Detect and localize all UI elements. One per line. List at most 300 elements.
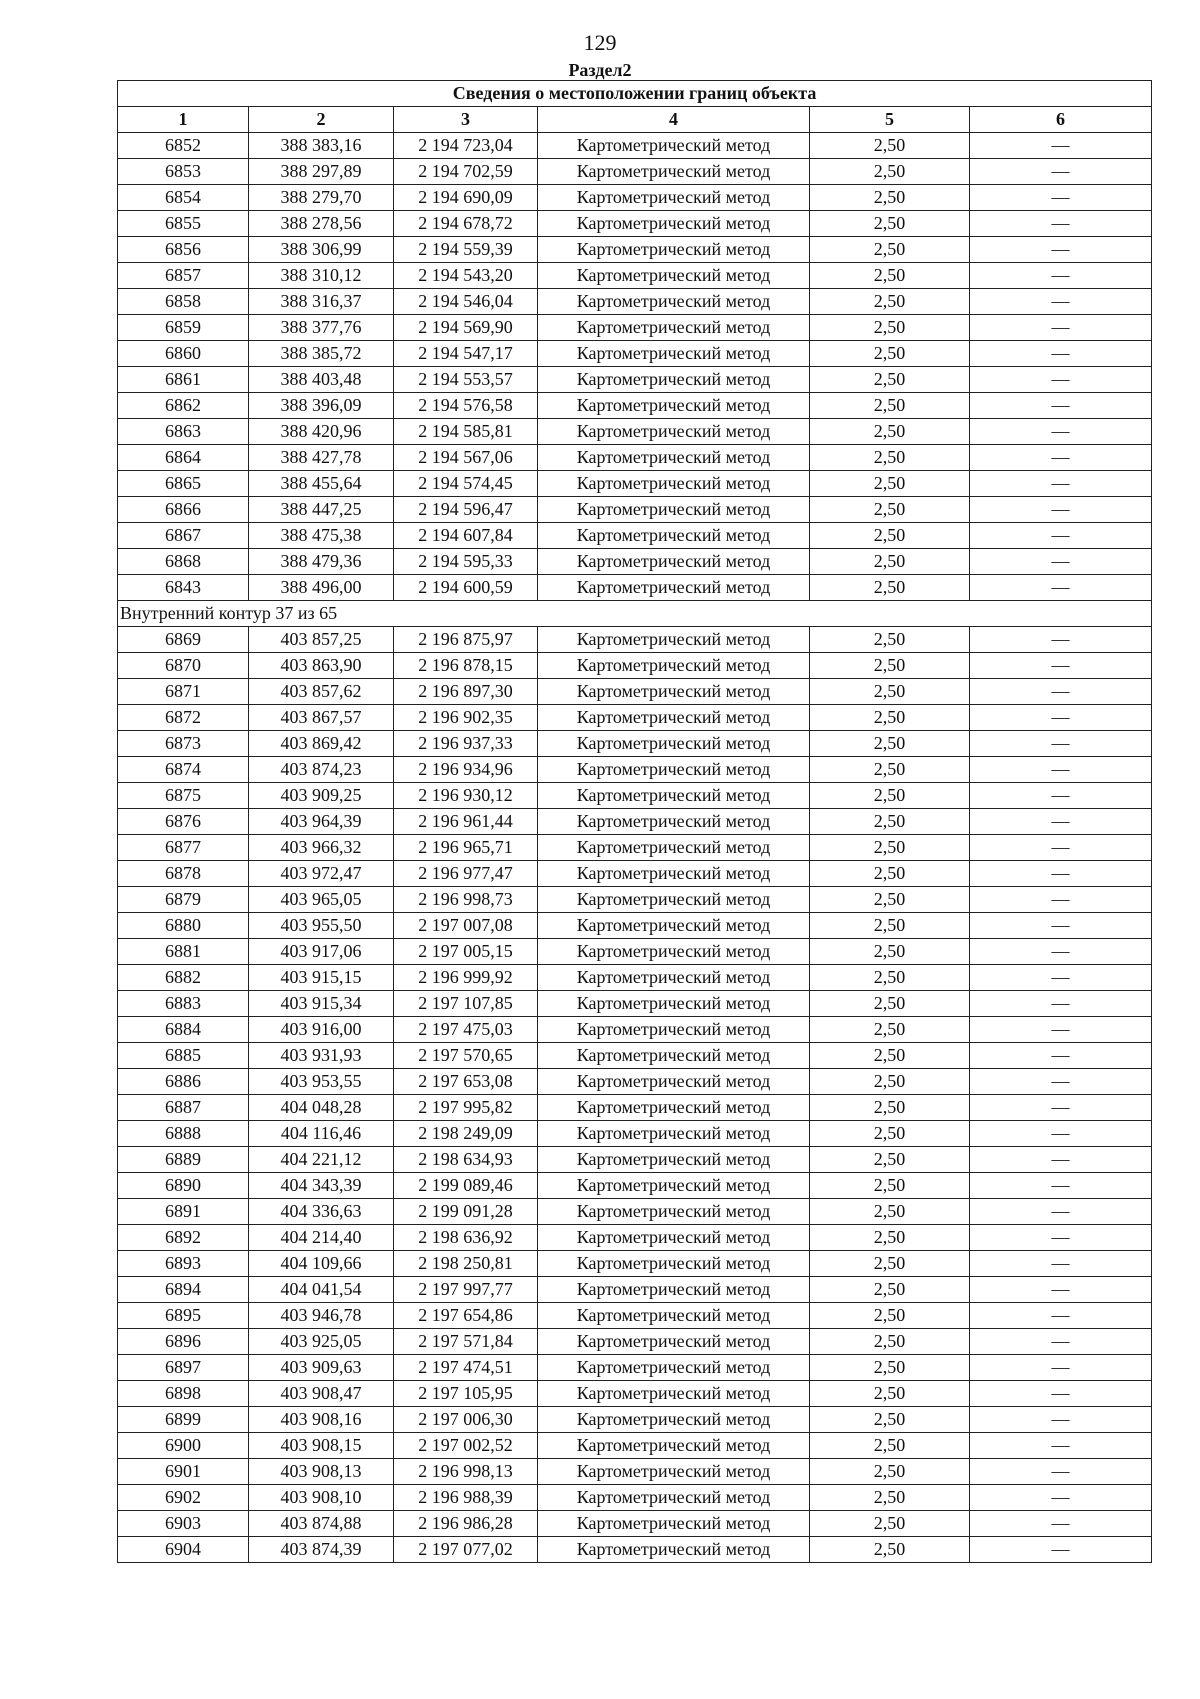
page-number: 129 xyxy=(583,30,617,55)
table-row xyxy=(118,809,1152,835)
boundary-table xyxy=(117,80,1152,1563)
table-body xyxy=(118,133,1152,1563)
y-coordinate-cell: 2 196 875,97 xyxy=(394,627,538,653)
x-coordinate-cell: 404 041,54 xyxy=(249,1277,394,1303)
description-cell: — xyxy=(970,783,1152,809)
accuracy-cell: 2,50 xyxy=(810,445,970,471)
y-coordinate-cell: 2 194 595,33 xyxy=(394,549,538,575)
x-coordinate-cell: 403 964,39 xyxy=(249,809,394,835)
x-coordinate-cell: 403 908,16 xyxy=(249,1407,394,1433)
x-coordinate-cell: 388 377,76 xyxy=(249,315,394,341)
method-cell: Картометрический метод xyxy=(538,731,810,757)
y-coordinate-cell: 2 197 105,95 xyxy=(394,1381,538,1407)
point-number-cell: 6886 xyxy=(118,1069,249,1095)
y-coordinate-cell: 2 194 678,72 xyxy=(394,211,538,237)
accuracy-cell: 2,50 xyxy=(810,627,970,653)
x-coordinate-cell: 404 116,46 xyxy=(249,1121,394,1147)
description-cell: — xyxy=(970,133,1152,159)
y-coordinate-cell: 2 196 878,15 xyxy=(394,653,538,679)
y-coordinate-cell: 2 197 475,03 xyxy=(394,1017,538,1043)
point-number-cell: 6884 xyxy=(118,1017,249,1043)
x-coordinate-cell: 403 908,15 xyxy=(249,1433,394,1459)
point-number-cell: 6843 xyxy=(118,575,249,601)
accuracy-cell: 2,50 xyxy=(810,289,970,315)
table-row xyxy=(118,653,1152,679)
description-cell: — xyxy=(970,1069,1152,1095)
method-cell: Картометрический метод xyxy=(538,211,810,237)
x-coordinate-cell: 388 310,12 xyxy=(249,263,394,289)
description-cell: — xyxy=(970,549,1152,575)
accuracy-cell: 2,50 xyxy=(810,783,970,809)
accuracy-cell: 2,50 xyxy=(810,133,970,159)
y-coordinate-cell: 2 197 654,86 xyxy=(394,1303,538,1329)
point-number-cell: 6876 xyxy=(118,809,249,835)
point-number-cell: 6894 xyxy=(118,1277,249,1303)
description-cell: — xyxy=(970,809,1152,835)
method-cell: Картометрический метод xyxy=(538,471,810,497)
column-header-4: 4 xyxy=(538,107,810,133)
table-row xyxy=(118,445,1152,471)
table-row xyxy=(118,1355,1152,1381)
x-coordinate-cell: 388 306,99 xyxy=(249,237,394,263)
description-cell: — xyxy=(970,1121,1152,1147)
x-coordinate-cell: 403 909,63 xyxy=(249,1355,394,1381)
point-number-cell: 6861 xyxy=(118,367,249,393)
x-coordinate-cell: 403 946,78 xyxy=(249,1303,394,1329)
table-row xyxy=(118,263,1152,289)
description-cell: — xyxy=(970,1459,1152,1485)
x-coordinate-cell: 403 857,62 xyxy=(249,679,394,705)
y-coordinate-cell: 2 196 937,33 xyxy=(394,731,538,757)
y-coordinate-cell: 2 194 702,59 xyxy=(394,159,538,185)
point-number-cell: 6888 xyxy=(118,1121,249,1147)
method-cell: Картометрический метод xyxy=(538,575,810,601)
method-cell: Картометрический метод xyxy=(538,1069,810,1095)
method-cell: Картометрический метод xyxy=(538,1407,810,1433)
x-coordinate-cell: 388 475,38 xyxy=(249,523,394,549)
y-coordinate-cell: 2 194 543,20 xyxy=(394,263,538,289)
description-cell: — xyxy=(970,627,1152,653)
table-row xyxy=(118,1199,1152,1225)
description-cell: — xyxy=(970,393,1152,419)
accuracy-cell: 2,50 xyxy=(810,1511,970,1537)
method-cell: Картометрический метод xyxy=(538,861,810,887)
x-coordinate-cell: 404 048,28 xyxy=(249,1095,394,1121)
point-number-cell: 6882 xyxy=(118,965,249,991)
x-coordinate-cell: 388 385,72 xyxy=(249,341,394,367)
column-header-row xyxy=(118,107,1152,133)
table-row xyxy=(118,1277,1152,1303)
method-cell: Картометрический метод xyxy=(538,965,810,991)
accuracy-cell: 2,50 xyxy=(810,263,970,289)
y-coordinate-cell: 2 198 634,93 xyxy=(394,1147,538,1173)
method-cell: Картометрический метод xyxy=(538,705,810,731)
point-number-cell: 6893 xyxy=(118,1251,249,1277)
table-row xyxy=(118,393,1152,419)
accuracy-cell: 2,50 xyxy=(810,1459,970,1485)
point-number-cell: 6903 xyxy=(118,1511,249,1537)
x-coordinate-cell: 388 278,56 xyxy=(249,211,394,237)
table-row xyxy=(118,497,1152,523)
x-coordinate-cell: 404 109,66 xyxy=(249,1251,394,1277)
description-cell: — xyxy=(970,263,1152,289)
point-number-cell: 6875 xyxy=(118,783,249,809)
x-coordinate-cell: 404 343,39 xyxy=(249,1173,394,1199)
point-number-cell: 6887 xyxy=(118,1095,249,1121)
method-cell: Картометрический метод xyxy=(538,315,810,341)
method-cell: Картометрический метод xyxy=(538,523,810,549)
method-cell: Картометрический метод xyxy=(538,1433,810,1459)
accuracy-cell: 2,50 xyxy=(810,809,970,835)
section-title: Раздел2 xyxy=(568,60,632,80)
point-number-cell: 6889 xyxy=(118,1147,249,1173)
method-cell: Картометрический метод xyxy=(538,341,810,367)
table-row xyxy=(118,523,1152,549)
x-coordinate-cell: 403 955,50 xyxy=(249,913,394,939)
contour-heading-row xyxy=(118,601,1152,627)
y-coordinate-cell: 2 197 005,15 xyxy=(394,939,538,965)
description-cell: — xyxy=(970,315,1152,341)
table-row xyxy=(118,1329,1152,1355)
description-cell: — xyxy=(970,1485,1152,1511)
description-cell: — xyxy=(970,445,1152,471)
point-number-cell: 6891 xyxy=(118,1199,249,1225)
description-cell: — xyxy=(970,523,1152,549)
method-cell: Картометрический метод xyxy=(538,913,810,939)
x-coordinate-cell: 403 874,23 xyxy=(249,757,394,783)
x-coordinate-cell: 388 447,25 xyxy=(249,497,394,523)
table-row xyxy=(118,1433,1152,1459)
x-coordinate-cell: 388 396,09 xyxy=(249,393,394,419)
y-coordinate-cell: 2 197 997,77 xyxy=(394,1277,538,1303)
x-coordinate-cell: 403 916,00 xyxy=(249,1017,394,1043)
table-row xyxy=(118,1407,1152,1433)
point-number-cell: 6867 xyxy=(118,523,249,549)
method-cell: Картометрический метод xyxy=(538,1147,810,1173)
y-coordinate-cell: 2 197 077,02 xyxy=(394,1537,538,1563)
table-title: Сведения о местоположении границ объекта xyxy=(118,81,1152,107)
table-row xyxy=(118,575,1152,601)
y-coordinate-cell: 2 197 006,30 xyxy=(394,1407,538,1433)
table-row xyxy=(118,549,1152,575)
method-cell: Картометрический метод xyxy=(538,809,810,835)
y-coordinate-cell: 2 194 596,47 xyxy=(394,497,538,523)
accuracy-cell: 2,50 xyxy=(810,1121,970,1147)
description-cell: — xyxy=(970,679,1152,705)
table-row xyxy=(118,341,1152,367)
table-row xyxy=(118,1095,1152,1121)
method-cell: Картометрический метод xyxy=(538,185,810,211)
y-coordinate-cell: 2 197 007,08 xyxy=(394,913,538,939)
x-coordinate-cell: 403 867,57 xyxy=(249,705,394,731)
point-number-cell: 6863 xyxy=(118,419,249,445)
method-cell: Картометрический метод xyxy=(538,653,810,679)
x-coordinate-cell: 388 496,00 xyxy=(249,575,394,601)
table-row xyxy=(118,731,1152,757)
x-coordinate-cell: 403 909,25 xyxy=(249,783,394,809)
table-row xyxy=(118,679,1152,705)
description-cell: — xyxy=(970,991,1152,1017)
method-cell: Картометрический метод xyxy=(538,263,810,289)
accuracy-cell: 2,50 xyxy=(810,393,970,419)
table-row xyxy=(118,289,1152,315)
method-cell: Картометрический метод xyxy=(538,991,810,1017)
point-number-cell: 6868 xyxy=(118,549,249,575)
y-coordinate-cell: 2 198 636,92 xyxy=(394,1225,538,1251)
table-row xyxy=(118,1303,1152,1329)
method-cell: Картометрический метод xyxy=(538,289,810,315)
x-coordinate-cell: 388 427,78 xyxy=(249,445,394,471)
accuracy-cell: 2,50 xyxy=(810,523,970,549)
accuracy-cell: 2,50 xyxy=(810,549,970,575)
y-coordinate-cell: 2 197 653,08 xyxy=(394,1069,538,1095)
description-cell: — xyxy=(970,289,1152,315)
x-coordinate-cell: 403 972,47 xyxy=(249,861,394,887)
accuracy-cell: 2,50 xyxy=(810,159,970,185)
table-row xyxy=(118,1485,1152,1511)
table-row xyxy=(118,1147,1152,1173)
description-cell: — xyxy=(970,835,1152,861)
accuracy-cell: 2,50 xyxy=(810,1251,970,1277)
table-row xyxy=(118,159,1152,185)
point-number-cell: 6855 xyxy=(118,211,249,237)
table-row xyxy=(118,835,1152,861)
description-cell: — xyxy=(970,1355,1152,1381)
x-coordinate-cell: 403 965,05 xyxy=(249,887,394,913)
accuracy-cell: 2,50 xyxy=(810,575,970,601)
point-number-cell: 6857 xyxy=(118,263,249,289)
x-coordinate-cell: 403 863,90 xyxy=(249,653,394,679)
description-cell: — xyxy=(970,1147,1152,1173)
method-cell: Картометрический метод xyxy=(538,1459,810,1485)
table-row xyxy=(118,1043,1152,1069)
method-cell: Картометрический метод xyxy=(538,1537,810,1563)
table-row xyxy=(118,861,1152,887)
y-coordinate-cell: 2 196 897,30 xyxy=(394,679,538,705)
x-coordinate-cell: 403 874,88 xyxy=(249,1511,394,1537)
table-row xyxy=(118,1537,1152,1563)
accuracy-cell: 2,50 xyxy=(810,679,970,705)
point-number-cell: 6899 xyxy=(118,1407,249,1433)
accuracy-cell: 2,50 xyxy=(810,1173,970,1199)
method-cell: Картометрический метод xyxy=(538,1043,810,1069)
point-number-cell: 6859 xyxy=(118,315,249,341)
y-coordinate-cell: 2 196 986,28 xyxy=(394,1511,538,1537)
y-coordinate-cell: 2 194 585,81 xyxy=(394,419,538,445)
accuracy-cell: 2,50 xyxy=(810,887,970,913)
accuracy-cell: 2,50 xyxy=(810,939,970,965)
table-row xyxy=(118,627,1152,653)
x-coordinate-cell: 388 383,16 xyxy=(249,133,394,159)
accuracy-cell: 2,50 xyxy=(810,1381,970,1407)
point-number-cell: 6904 xyxy=(118,1537,249,1563)
x-coordinate-cell: 403 917,06 xyxy=(249,939,394,965)
point-number-cell: 6853 xyxy=(118,159,249,185)
description-cell: — xyxy=(970,1511,1152,1537)
accuracy-cell: 2,50 xyxy=(810,471,970,497)
accuracy-cell: 2,50 xyxy=(810,1043,970,1069)
point-number-cell: 6883 xyxy=(118,991,249,1017)
y-coordinate-cell: 2 197 002,52 xyxy=(394,1433,538,1459)
point-number-cell: 6860 xyxy=(118,341,249,367)
method-cell: Картометрический метод xyxy=(538,679,810,705)
contour-heading: Внутренний контур 37 из 65 xyxy=(118,601,1152,627)
column-header-3: 3 xyxy=(394,107,538,133)
description-cell: — xyxy=(970,159,1152,185)
column-header-1: 1 xyxy=(118,107,249,133)
description-cell: — xyxy=(970,1303,1152,1329)
point-number-cell: 6895 xyxy=(118,1303,249,1329)
method-cell: Картометрический метод xyxy=(538,1329,810,1355)
description-cell: — xyxy=(970,1277,1152,1303)
point-number-cell: 6869 xyxy=(118,627,249,653)
method-cell: Картометрический метод xyxy=(538,1225,810,1251)
accuracy-cell: 2,50 xyxy=(810,913,970,939)
description-cell: — xyxy=(970,705,1152,731)
x-coordinate-cell: 403 874,39 xyxy=(249,1537,394,1563)
method-cell: Картометрический метод xyxy=(538,757,810,783)
accuracy-cell: 2,50 xyxy=(810,1537,970,1563)
table-row xyxy=(118,887,1152,913)
description-cell: — xyxy=(970,861,1152,887)
method-cell: Картометрический метод xyxy=(538,1121,810,1147)
x-coordinate-cell: 403 915,34 xyxy=(249,991,394,1017)
accuracy-cell: 2,50 xyxy=(810,1095,970,1121)
description-cell: — xyxy=(970,1537,1152,1563)
point-number-cell: 6885 xyxy=(118,1043,249,1069)
method-cell: Картометрический метод xyxy=(538,497,810,523)
y-coordinate-cell: 2 194 559,39 xyxy=(394,237,538,263)
accuracy-cell: 2,50 xyxy=(810,1277,970,1303)
y-coordinate-cell: 2 196 930,12 xyxy=(394,783,538,809)
description-cell: — xyxy=(970,341,1152,367)
table-row xyxy=(118,1173,1152,1199)
method-cell: Картометрический метод xyxy=(538,1485,810,1511)
description-cell: — xyxy=(970,653,1152,679)
method-cell: Картометрический метод xyxy=(538,1511,810,1537)
point-number-cell: 6881 xyxy=(118,939,249,965)
y-coordinate-cell: 2 198 250,81 xyxy=(394,1251,538,1277)
x-coordinate-cell: 403 915,15 xyxy=(249,965,394,991)
x-coordinate-cell: 403 925,05 xyxy=(249,1329,394,1355)
accuracy-cell: 2,50 xyxy=(810,185,970,211)
y-coordinate-cell: 2 197 107,85 xyxy=(394,991,538,1017)
y-coordinate-cell: 2 199 091,28 xyxy=(394,1199,538,1225)
table-row xyxy=(118,705,1152,731)
description-cell: — xyxy=(970,1225,1152,1251)
x-coordinate-cell: 388 455,64 xyxy=(249,471,394,497)
y-coordinate-cell: 2 196 999,92 xyxy=(394,965,538,991)
description-cell: — xyxy=(970,471,1152,497)
table-row xyxy=(118,1017,1152,1043)
x-coordinate-cell: 388 297,89 xyxy=(249,159,394,185)
point-number-cell: 6879 xyxy=(118,887,249,913)
point-number-cell: 6852 xyxy=(118,133,249,159)
y-coordinate-cell: 2 197 995,82 xyxy=(394,1095,538,1121)
accuracy-cell: 2,50 xyxy=(810,1355,970,1381)
y-coordinate-cell: 2 196 998,13 xyxy=(394,1459,538,1485)
accuracy-cell: 2,50 xyxy=(810,1225,970,1251)
table-row xyxy=(118,419,1152,445)
point-number-cell: 6870 xyxy=(118,653,249,679)
point-number-cell: 6880 xyxy=(118,913,249,939)
accuracy-cell: 2,50 xyxy=(810,965,970,991)
y-coordinate-cell: 2 194 547,17 xyxy=(394,341,538,367)
accuracy-cell: 2,50 xyxy=(810,341,970,367)
method-cell: Картометрический метод xyxy=(538,627,810,653)
method-cell: Картометрический метод xyxy=(538,1355,810,1381)
accuracy-cell: 2,50 xyxy=(810,705,970,731)
point-number-cell: 6854 xyxy=(118,185,249,211)
x-coordinate-cell: 403 953,55 xyxy=(249,1069,394,1095)
description-cell: — xyxy=(970,887,1152,913)
y-coordinate-cell: 2 196 934,96 xyxy=(394,757,538,783)
x-coordinate-cell: 388 403,48 xyxy=(249,367,394,393)
table-row xyxy=(118,185,1152,211)
x-coordinate-cell: 403 908,13 xyxy=(249,1459,394,1485)
method-cell: Картометрический метод xyxy=(538,1199,810,1225)
point-number-cell: 6873 xyxy=(118,731,249,757)
point-number-cell: 6877 xyxy=(118,835,249,861)
y-coordinate-cell: 2 196 961,44 xyxy=(394,809,538,835)
description-cell: — xyxy=(970,185,1152,211)
method-cell: Картометрический метод xyxy=(538,1277,810,1303)
method-cell: Картометрический метод xyxy=(538,1251,810,1277)
table-row xyxy=(118,367,1152,393)
method-cell: Картометрический метод xyxy=(538,393,810,419)
column-header-6: 6 xyxy=(970,107,1152,133)
point-number-cell: 6874 xyxy=(118,757,249,783)
method-cell: Картометрический метод xyxy=(538,887,810,913)
method-cell: Картометрический метод xyxy=(538,159,810,185)
description-cell: — xyxy=(970,757,1152,783)
x-coordinate-cell: 403 931,93 xyxy=(249,1043,394,1069)
point-number-cell: 6858 xyxy=(118,289,249,315)
table-row xyxy=(118,757,1152,783)
accuracy-cell: 2,50 xyxy=(810,1147,970,1173)
table-row xyxy=(118,471,1152,497)
method-cell: Картометрический метод xyxy=(538,1381,810,1407)
point-number-cell: 6865 xyxy=(118,471,249,497)
accuracy-cell: 2,50 xyxy=(810,1485,970,1511)
x-coordinate-cell: 403 857,25 xyxy=(249,627,394,653)
x-coordinate-cell: 403 869,42 xyxy=(249,731,394,757)
description-cell: — xyxy=(970,1043,1152,1069)
description-cell: — xyxy=(970,497,1152,523)
table-row xyxy=(118,783,1152,809)
method-cell: Картометрический метод xyxy=(538,419,810,445)
y-coordinate-cell: 2 197 571,84 xyxy=(394,1329,538,1355)
table-row xyxy=(118,991,1152,1017)
table-row xyxy=(118,315,1152,341)
accuracy-cell: 2,50 xyxy=(810,731,970,757)
method-cell: Картометрический метод xyxy=(538,1095,810,1121)
description-cell: — xyxy=(970,1017,1152,1043)
description-cell: — xyxy=(970,1199,1152,1225)
y-coordinate-cell: 2 198 249,09 xyxy=(394,1121,538,1147)
point-number-cell: 6901 xyxy=(118,1459,249,1485)
method-cell: Картометрический метод xyxy=(538,549,810,575)
table-title-row xyxy=(118,81,1152,107)
description-cell: — xyxy=(970,367,1152,393)
method-cell: Картометрический метод xyxy=(538,133,810,159)
method-cell: Картометрический метод xyxy=(538,939,810,965)
point-number-cell: 6856 xyxy=(118,237,249,263)
method-cell: Картометрический метод xyxy=(538,367,810,393)
point-number-cell: 6896 xyxy=(118,1329,249,1355)
accuracy-cell: 2,50 xyxy=(810,1407,970,1433)
accuracy-cell: 2,50 xyxy=(810,861,970,887)
